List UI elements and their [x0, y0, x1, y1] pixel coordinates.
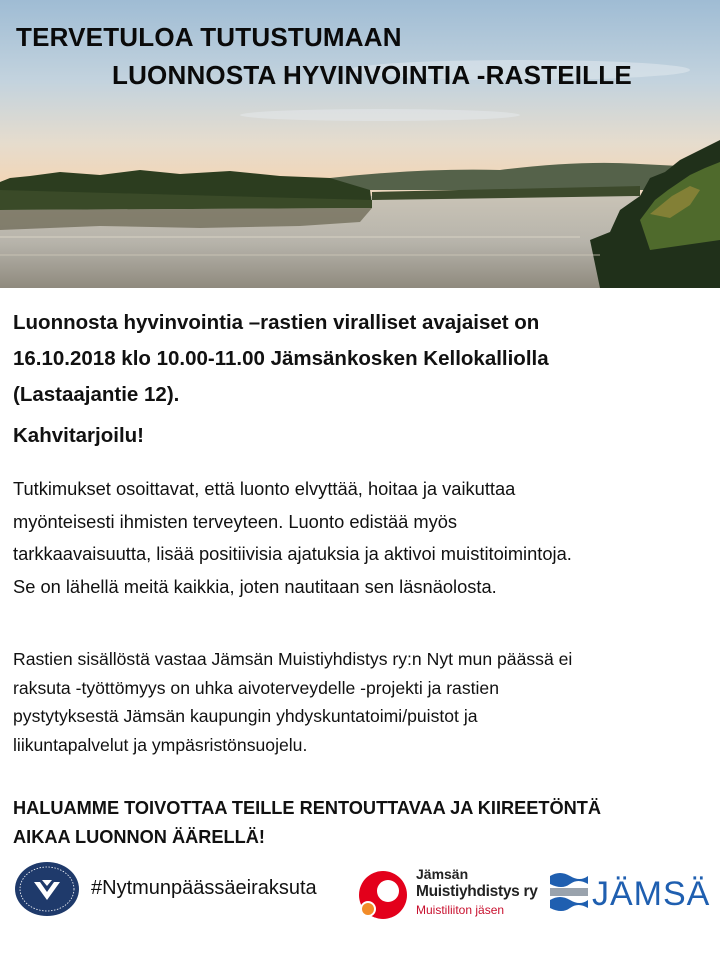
campaign-hashtag: #Nytmunpäässäeiraksuta — [91, 877, 317, 899]
jamsa-city-logo — [548, 866, 713, 920]
paragraph-line: Rastien sisällöstä vastaa Jämsän Muistiyhdistys ry:n Nyt mun päässä ei — [13, 649, 573, 669]
announcement-line: Luonnosta hyvinvointia –rastien viralliset avajaiset on — [13, 311, 540, 334]
paragraph-line: Tutkimukset osoittavat, että luonto elvyttää, hoitaa ja vaikuttaa — [13, 478, 516, 499]
announcement-line: (Lastaajantie 12). — [13, 383, 180, 406]
paragraph-line: Se on lähellä meitä kaikkia, joten nautitaan sen läsnäolosta. — [13, 575, 497, 597]
logo-name-line2: Muistiyhdistys ry — [416, 883, 538, 900]
logo-subtitle: Muistiliiton jäsen — [416, 903, 505, 917]
page-title-line2: LUONNOSTA HYVINVOINTIA -RASTEILLE — [112, 60, 632, 90]
closing-message — [13, 794, 713, 851]
event-announcement — [13, 305, 713, 413]
city-wordmark: JÄMSÄ — [592, 875, 711, 913]
organizers-paragraph — [13, 645, 713, 759]
muistiyhdistys-logo — [355, 862, 545, 924]
paragraph-line: raksuta -työttömyys on uhka aivoterveydelle -projekti ja rastien — [13, 677, 500, 698]
paragraph-line: liikuntapalvelut ja ympäsristönsuojelu. — [13, 734, 308, 755]
paragraph-line: tarkkaavaisuutta, lisää positiivisia ajatuksia ja aktivoi muistitoimintoja. — [13, 543, 572, 564]
announcement-line: 16.10.2018 klo 10.00-11.00 Jämsänkosken Kellokalliolla — [13, 347, 549, 370]
closing-line: HALUAMME TOIVOTTAA TEILLE RENTOUTTAVAA JA KIIREETÖNTÄ — [13, 798, 602, 818]
header-photo — [0, 0, 720, 288]
memory-association-icon — [355, 868, 409, 922]
paragraph-line: myönteisesti ihmisten terveyteen. Luonto edistää myös — [13, 510, 458, 532]
city-wave-icon — [548, 870, 590, 916]
nature-benefits-paragraph — [13, 473, 713, 603]
circular-emblem-icon — [14, 860, 80, 918]
page-title-line1: TERVETULOA TUTUSTUMAAN — [16, 22, 402, 52]
logo-name-line1: Jämsän — [416, 866, 469, 882]
closing-line: AIKAA LUONNON ÄÄRELLÄ! — [13, 826, 265, 847]
coffee-note: Kahvitarjoilu! — [13, 424, 144, 447]
paragraph-line: pystytyksestä Jämsän kaupungin yhdyskuntatoimi/puistot ja — [13, 706, 478, 726]
